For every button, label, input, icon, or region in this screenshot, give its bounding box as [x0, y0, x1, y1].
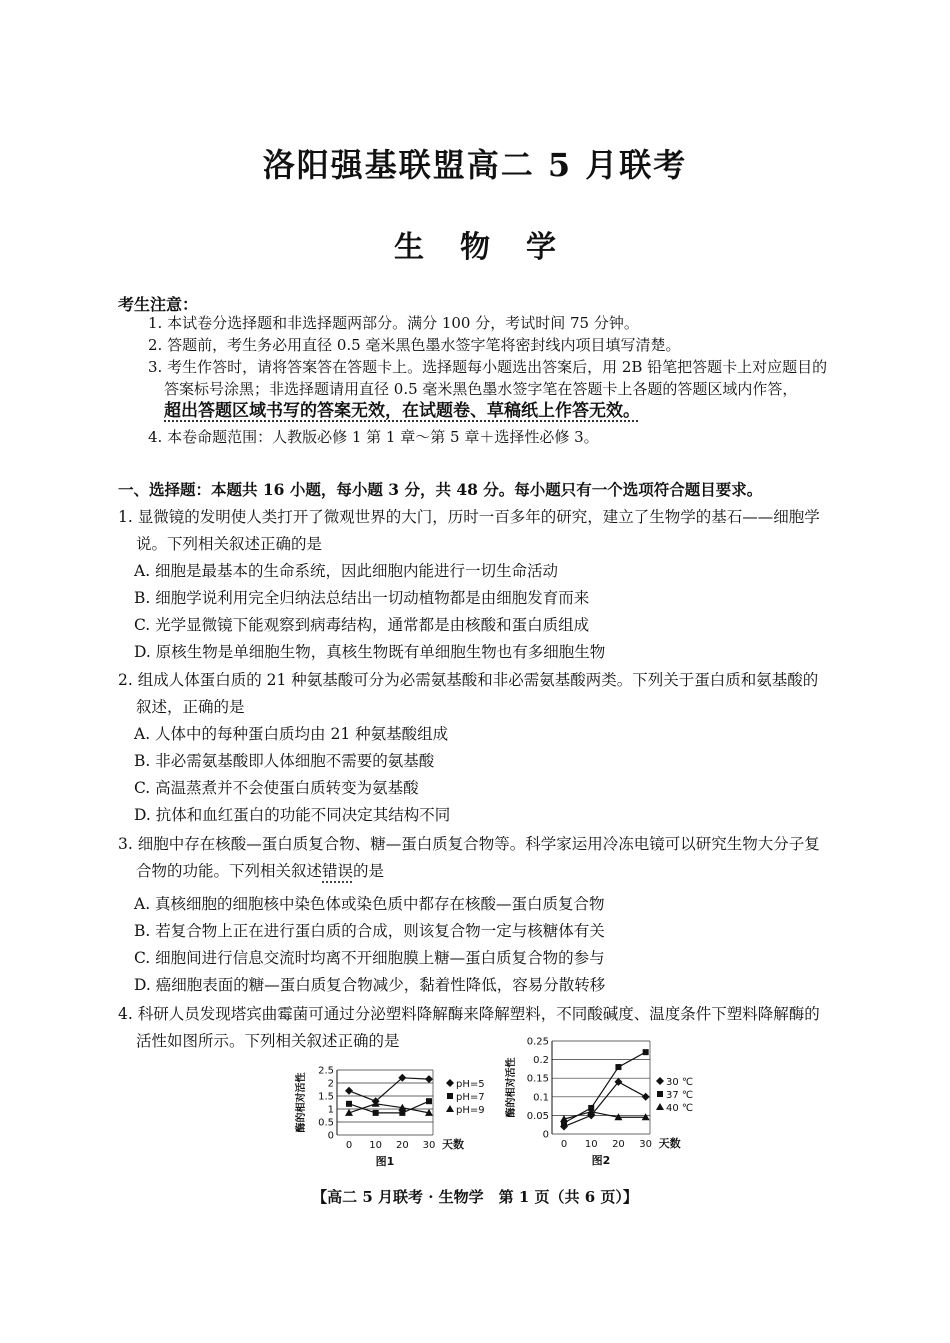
y-tick-label: 0.1 — [533, 1092, 549, 1104]
notice-warning: 超出答题区域书写的答案无效，在试题卷、草稿纸上作答无效。 — [164, 401, 640, 421]
q1-option-c: C. 光学显微镜下能观察到病毒结构，通常都是由核酸和蛋白质组成 — [134, 616, 590, 634]
page-footer: 【高二 5 月联考 · 生物学 第 1 页（共 6 页）】 — [312, 1188, 638, 1206]
series-line-0 — [349, 1078, 429, 1101]
q1-stem-cont: 说。下列相关叙述正确的是 — [136, 535, 323, 553]
q3-stem-cont — [136, 859, 384, 881]
q3-option-a: A. 真核细胞的细胞核中染色体或染色质中都存在核酸—蛋白质复合物 — [134, 895, 605, 913]
q1-option-d: D. 原核生物是单细胞生物，真核生物既有单细胞生物也有多细胞生物 — [134, 643, 606, 661]
q3-option-b: B. 若复合物上正在进行蛋白质的合成，则该复合物一定与核糖体有关 — [134, 922, 605, 940]
q3-option-d: D. 癌细胞表面的糖—蛋白质复合物减少，黏着性降低，容易分散转移 — [134, 976, 606, 994]
q3-stem-post: 的是 — [353, 862, 385, 880]
exam-title: 洛阳强基联盟高二 5 月联考 — [262, 146, 688, 184]
data-point — [346, 1101, 352, 1107]
legend-label: pH=7 — [456, 1092, 485, 1103]
y-tick-label: 0.5 — [318, 1117, 334, 1129]
series-line-2 — [349, 1104, 429, 1113]
legend-marker — [656, 1103, 664, 1110]
q1-stem: 1. 显微镜的发明使人类打开了微观世界的大门，历时一百多年的研究，建立了生物学的基石——细胞学 — [118, 508, 820, 526]
y-tick-label: 0.25 — [526, 1036, 549, 1048]
q1-option-b: B. 细胞学说利用完全归纳法总结出一切动植物都是由细胞发育而来 — [134, 589, 590, 607]
data-point — [425, 1075, 433, 1083]
q3-stem: 3. 细胞中存在核酸—蛋白质复合物、糖—蛋白质复合物等。科学家运用冷冻电镜可以研究生物大分子复 — [118, 835, 820, 853]
y-tick-label: 0 — [327, 1130, 334, 1142]
figure-2-chart — [500, 1030, 715, 1178]
section-heading: 一、选择题：本题共 16 小题，每小题 3 分，共 48 分。每小题只有一个选项符合题目要求。 — [118, 480, 763, 499]
subject-title: 生物学 — [394, 230, 592, 265]
x-tick-label: 0 — [560, 1139, 568, 1150]
q3-stem-emphasis: 错误 — [322, 862, 354, 880]
x-tick-label: 10 — [584, 1139, 598, 1150]
data-point — [399, 1110, 405, 1116]
legend-marker — [656, 1077, 664, 1085]
legend-marker — [447, 1093, 453, 1099]
legend-label: 30 ℃ — [666, 1077, 694, 1088]
series-line-1 — [564, 1052, 646, 1123]
legend-label: 40 ℃ — [666, 1103, 694, 1114]
y-tick-label: 0.05 — [526, 1110, 549, 1122]
figure-caption: 图2 — [591, 1154, 611, 1167]
x-tick-label: 30 — [422, 1140, 436, 1151]
q4-stem: 4. 科研人员发现塔宾曲霉菌可通过分泌塑料降解酶来降解塑料，不同酸碱度、温度条件下塑料降解酶的 — [118, 1005, 820, 1023]
legend-marker — [446, 1079, 454, 1087]
q2-stem-cont: 叙述，正确的是 — [136, 698, 245, 716]
notice-item-2: 2. 答题前，考生务必用直径 0.5 毫米黑色墨水签字笔将密封线内项目填写清楚。 — [148, 336, 681, 354]
y-tick-label: 1 — [327, 1104, 334, 1116]
figure-1-chart — [290, 1058, 505, 1178]
figure-caption: 图1 — [375, 1155, 395, 1168]
x-tick-label: 20 — [395, 1140, 409, 1151]
legend-label: pH=9 — [456, 1105, 485, 1116]
legend-marker — [657, 1091, 663, 1097]
y-tick-label: 2.5 — [318, 1065, 334, 1077]
q1-option-a: A. 细胞是最基本的生命系统，因此细胞内能进行一切生命活动 — [134, 562, 559, 580]
notice-heading: 考生注意： — [118, 295, 199, 314]
x-axis-label: 天数 — [658, 1137, 681, 1150]
y-tick-label: 2 — [327, 1078, 334, 1090]
notice-item-3: 3. 考生作答时，请将答案答在答题卡上。选择题每小题选出答案后，用 2B 铅笔把答题卡上对应题目的 — [148, 358, 828, 376]
x-axis-label: 天数 — [442, 1138, 464, 1151]
data-point — [642, 1093, 650, 1101]
data-point — [373, 1110, 379, 1116]
data-point — [345, 1087, 353, 1095]
q2-option-d: D. 抗体和血红蛋白的功能不同决定其结构不同 — [134, 806, 451, 824]
y-tick-label: 0.15 — [526, 1073, 549, 1085]
q2-option-c: C. 高温蒸煮并不会使蛋白质转变为氨基酸 — [134, 779, 419, 797]
y-axis-label: 酶的相对活性 — [296, 1072, 307, 1133]
q2-stem: 2. 组成人体蛋白质的 21 种氨基酸可分为必需氨基酸和非必需氨基酸两类。下列关于蛋白质和氨基酸的 — [118, 671, 819, 689]
data-point — [643, 1049, 649, 1055]
y-tick-label: 0 — [542, 1129, 549, 1141]
q2-option-a: A. 人体中的每种蛋白质均由 21 种氨基酸组成 — [134, 725, 449, 743]
x-tick-label: 30 — [639, 1139, 653, 1150]
y-tick-label: 1.5 — [318, 1091, 334, 1103]
series-line-0 — [564, 1082, 646, 1127]
data-point — [615, 1064, 621, 1070]
x-tick-label: 20 — [612, 1139, 625, 1150]
y-axis-label: 酶的相对活性 — [506, 1057, 517, 1118]
data-point — [426, 1098, 432, 1104]
q4-stem-cont: 活性如图所示。下列相关叙述正确的是 — [136, 1032, 400, 1050]
x-tick-label: 0 — [345, 1140, 353, 1151]
x-tick-label: 10 — [369, 1140, 383, 1151]
legend-label: pH=5 — [456, 1079, 485, 1090]
notice-item-4: 4. 本卷命题范围：人教版必修 1 第 1 章～第 5 章＋选择性必修 3。 — [148, 428, 599, 446]
notice-item-3-cont: 答案标号涂黑；非选择题请用直径 0.5 毫米黑色墨水签字笔在答题卡上各题的答题区域内作答， — [164, 380, 798, 398]
q3-stem-pre: 合物的功能。下列相关叙述 — [136, 862, 323, 880]
y-tick-label: 0.2 — [533, 1055, 549, 1067]
legend-label: 37 ℃ — [666, 1090, 694, 1101]
q2-option-b: B. 非必需氨基酸即人体细胞不需要的氨基酸 — [134, 752, 435, 770]
notice-item-1: 1. 本试卷分选择题和非选择题两部分。满分 100 分，考试时间 75 分钟。 — [148, 314, 639, 332]
q3-option-c: C. 细胞间进行信息交流时均离不开细胞膜上糖—蛋白质复合物的参与 — [134, 949, 605, 967]
legend-marker — [446, 1105, 454, 1112]
